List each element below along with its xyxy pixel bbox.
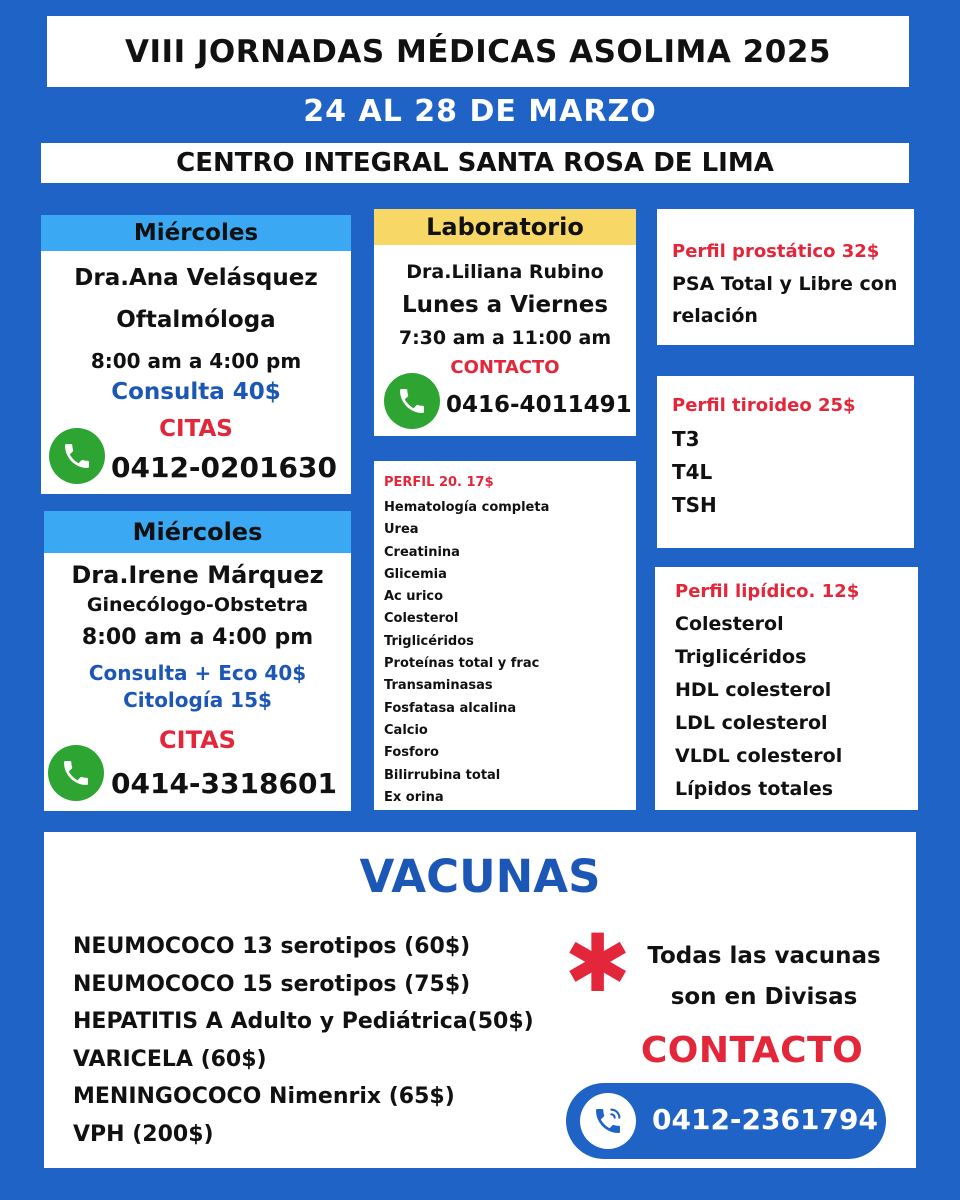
phone-icon <box>49 428 105 484</box>
list-item: Glicemia <box>384 566 447 582</box>
doctor-card-marquez <box>44 511 351 811</box>
divisas-note-line1: Todas las vacunas <box>647 943 881 969</box>
list-item: Ac urico <box>384 589 444 605</box>
phone-number[interactable]: 0414-3318601 <box>111 767 337 800</box>
consult-price: Consulta 40$ <box>111 379 281 405</box>
perfil-prostatico-card <box>657 209 914 345</box>
doctor-hours: 8:00 am a 4:00 pm <box>90 349 302 373</box>
list-item: Fosfatasa alcalina <box>384 700 517 716</box>
list-item: Fosforo <box>384 745 439 761</box>
list-item: Hematología completa <box>384 500 550 515</box>
list-item: Urea <box>384 522 419 538</box>
perfil-tiroideo-title: Perfil tiroideo 25$ <box>672 395 856 416</box>
vacunas-section <box>44 832 916 1168</box>
list-item: Transaminasas <box>384 678 493 694</box>
list-item: Triglicéridos <box>675 646 807 668</box>
list-item: PSA Total y Libre con <box>672 273 898 295</box>
perfil-tiroideo-card <box>657 376 914 548</box>
list-item: LDL colesterol <box>675 712 828 734</box>
consult-price: Consulta + Eco 40$ <box>88 661 307 685</box>
list-item: VARICELA (60$) <box>73 1046 267 1072</box>
laboratorio-card <box>374 209 636 436</box>
venue-banner <box>41 143 909 183</box>
doctor-name: Dra.Irene Márquez <box>71 561 324 589</box>
doctor-hours: 8:00 am a 4:00 pm <box>81 625 314 650</box>
list-item: HEPATITIS A Adulto y Pediátrica(50$) <box>73 1009 534 1034</box>
divisas-note <box>629 936 899 1018</box>
lab-doctor-name: Dra.Liliana Rubino <box>406 261 604 283</box>
event-title: VIII JORNADAS MÉDICAS ASOLIMA 2025 <box>125 33 831 70</box>
list-item: VLDL colesterol <box>675 745 843 767</box>
list-item: Proteínas total y frac <box>384 656 540 672</box>
lab-hours: 7:30 am a 11:00 am <box>398 327 612 349</box>
list-item: NEUMOCOCO 15 serotipos (75$) <box>73 971 471 997</box>
list-item: Lípidos totales <box>675 778 834 800</box>
list-item: Calcio <box>384 722 428 738</box>
asterisk-icon: ✱ <box>564 917 632 1010</box>
list-item: NEUMOCOCO 13 serotipos (60$) <box>73 934 471 959</box>
contact-phone-pill[interactable] <box>566 1083 886 1159</box>
list-item: Colesterol <box>384 611 459 627</box>
perfil-prostatico-title: Perfil prostático 32$ <box>672 241 880 262</box>
citas-label: CITAS <box>159 416 233 442</box>
venue-name: CENTRO INTEGRAL SANTA ROSA DE LIMA <box>176 148 774 178</box>
perfil-20-list <box>384 497 549 809</box>
phone-icon <box>48 745 104 801</box>
list-item: MENINGOCOCO Nimenrix (65$) <box>73 1084 455 1109</box>
list-item: T4L <box>672 460 713 484</box>
doctor-card-velasquez <box>41 215 351 494</box>
vacunas-contact-label: CONTACTO <box>640 1030 864 1071</box>
phone-icon <box>384 373 440 429</box>
lab-days: Lunes a Viernes <box>401 292 609 318</box>
doctor-name: Dra.Ana Velásquez <box>74 265 318 291</box>
contact-phone-number[interactable]: 0412-2361794 <box>652 1103 878 1136</box>
list-item: HDL colesterol <box>675 679 832 701</box>
phone-number[interactable]: 0412-0201630 <box>111 451 337 484</box>
vacunas-title: VACUNAS <box>359 850 601 903</box>
citologia-price: Citología 15$ <box>123 688 272 712</box>
list-item: Triglicéridos <box>384 633 474 649</box>
doctor-specialty: Oftalmóloga <box>116 307 276 333</box>
list-item: VPH (200$) <box>73 1121 214 1147</box>
perfil-lipidico-card <box>655 567 918 810</box>
list-item: Bilirrubina total <box>384 767 501 783</box>
vacunas-list <box>73 928 534 1153</box>
list-item: relación <box>672 305 758 327</box>
perfil-lipidico-title: Perfil lipídico. 12$ <box>675 581 860 602</box>
card-day-header: Miércoles <box>44 511 351 553</box>
perfil-20-card <box>374 461 636 810</box>
list-item: TSH <box>672 493 717 517</box>
list-item: Ex orina <box>384 789 444 805</box>
title-banner <box>47 16 909 87</box>
list-item: Creatinina <box>384 544 460 560</box>
phone-ringing-icon <box>580 1093 636 1149</box>
lab-header: Laboratorio <box>374 209 636 245</box>
lab-phone-number[interactable]: 0416-4011491 <box>446 392 632 418</box>
lab-contact-label: CONTACTO <box>450 357 560 378</box>
list-item: Colesterol <box>675 613 784 635</box>
citas-label: CITAS <box>159 726 236 754</box>
divisas-note-line2: son en Divisas <box>670 984 858 1010</box>
perfil-20-title: PERFIL 20. 17$ <box>384 475 494 490</box>
event-dates: 24 AL 28 DE MARZO <box>303 94 657 129</box>
doctor-specialty: Ginecólogo-Obstetra <box>86 594 309 616</box>
card-day-header: Miércoles <box>41 215 351 251</box>
list-item: T3 <box>672 427 700 451</box>
